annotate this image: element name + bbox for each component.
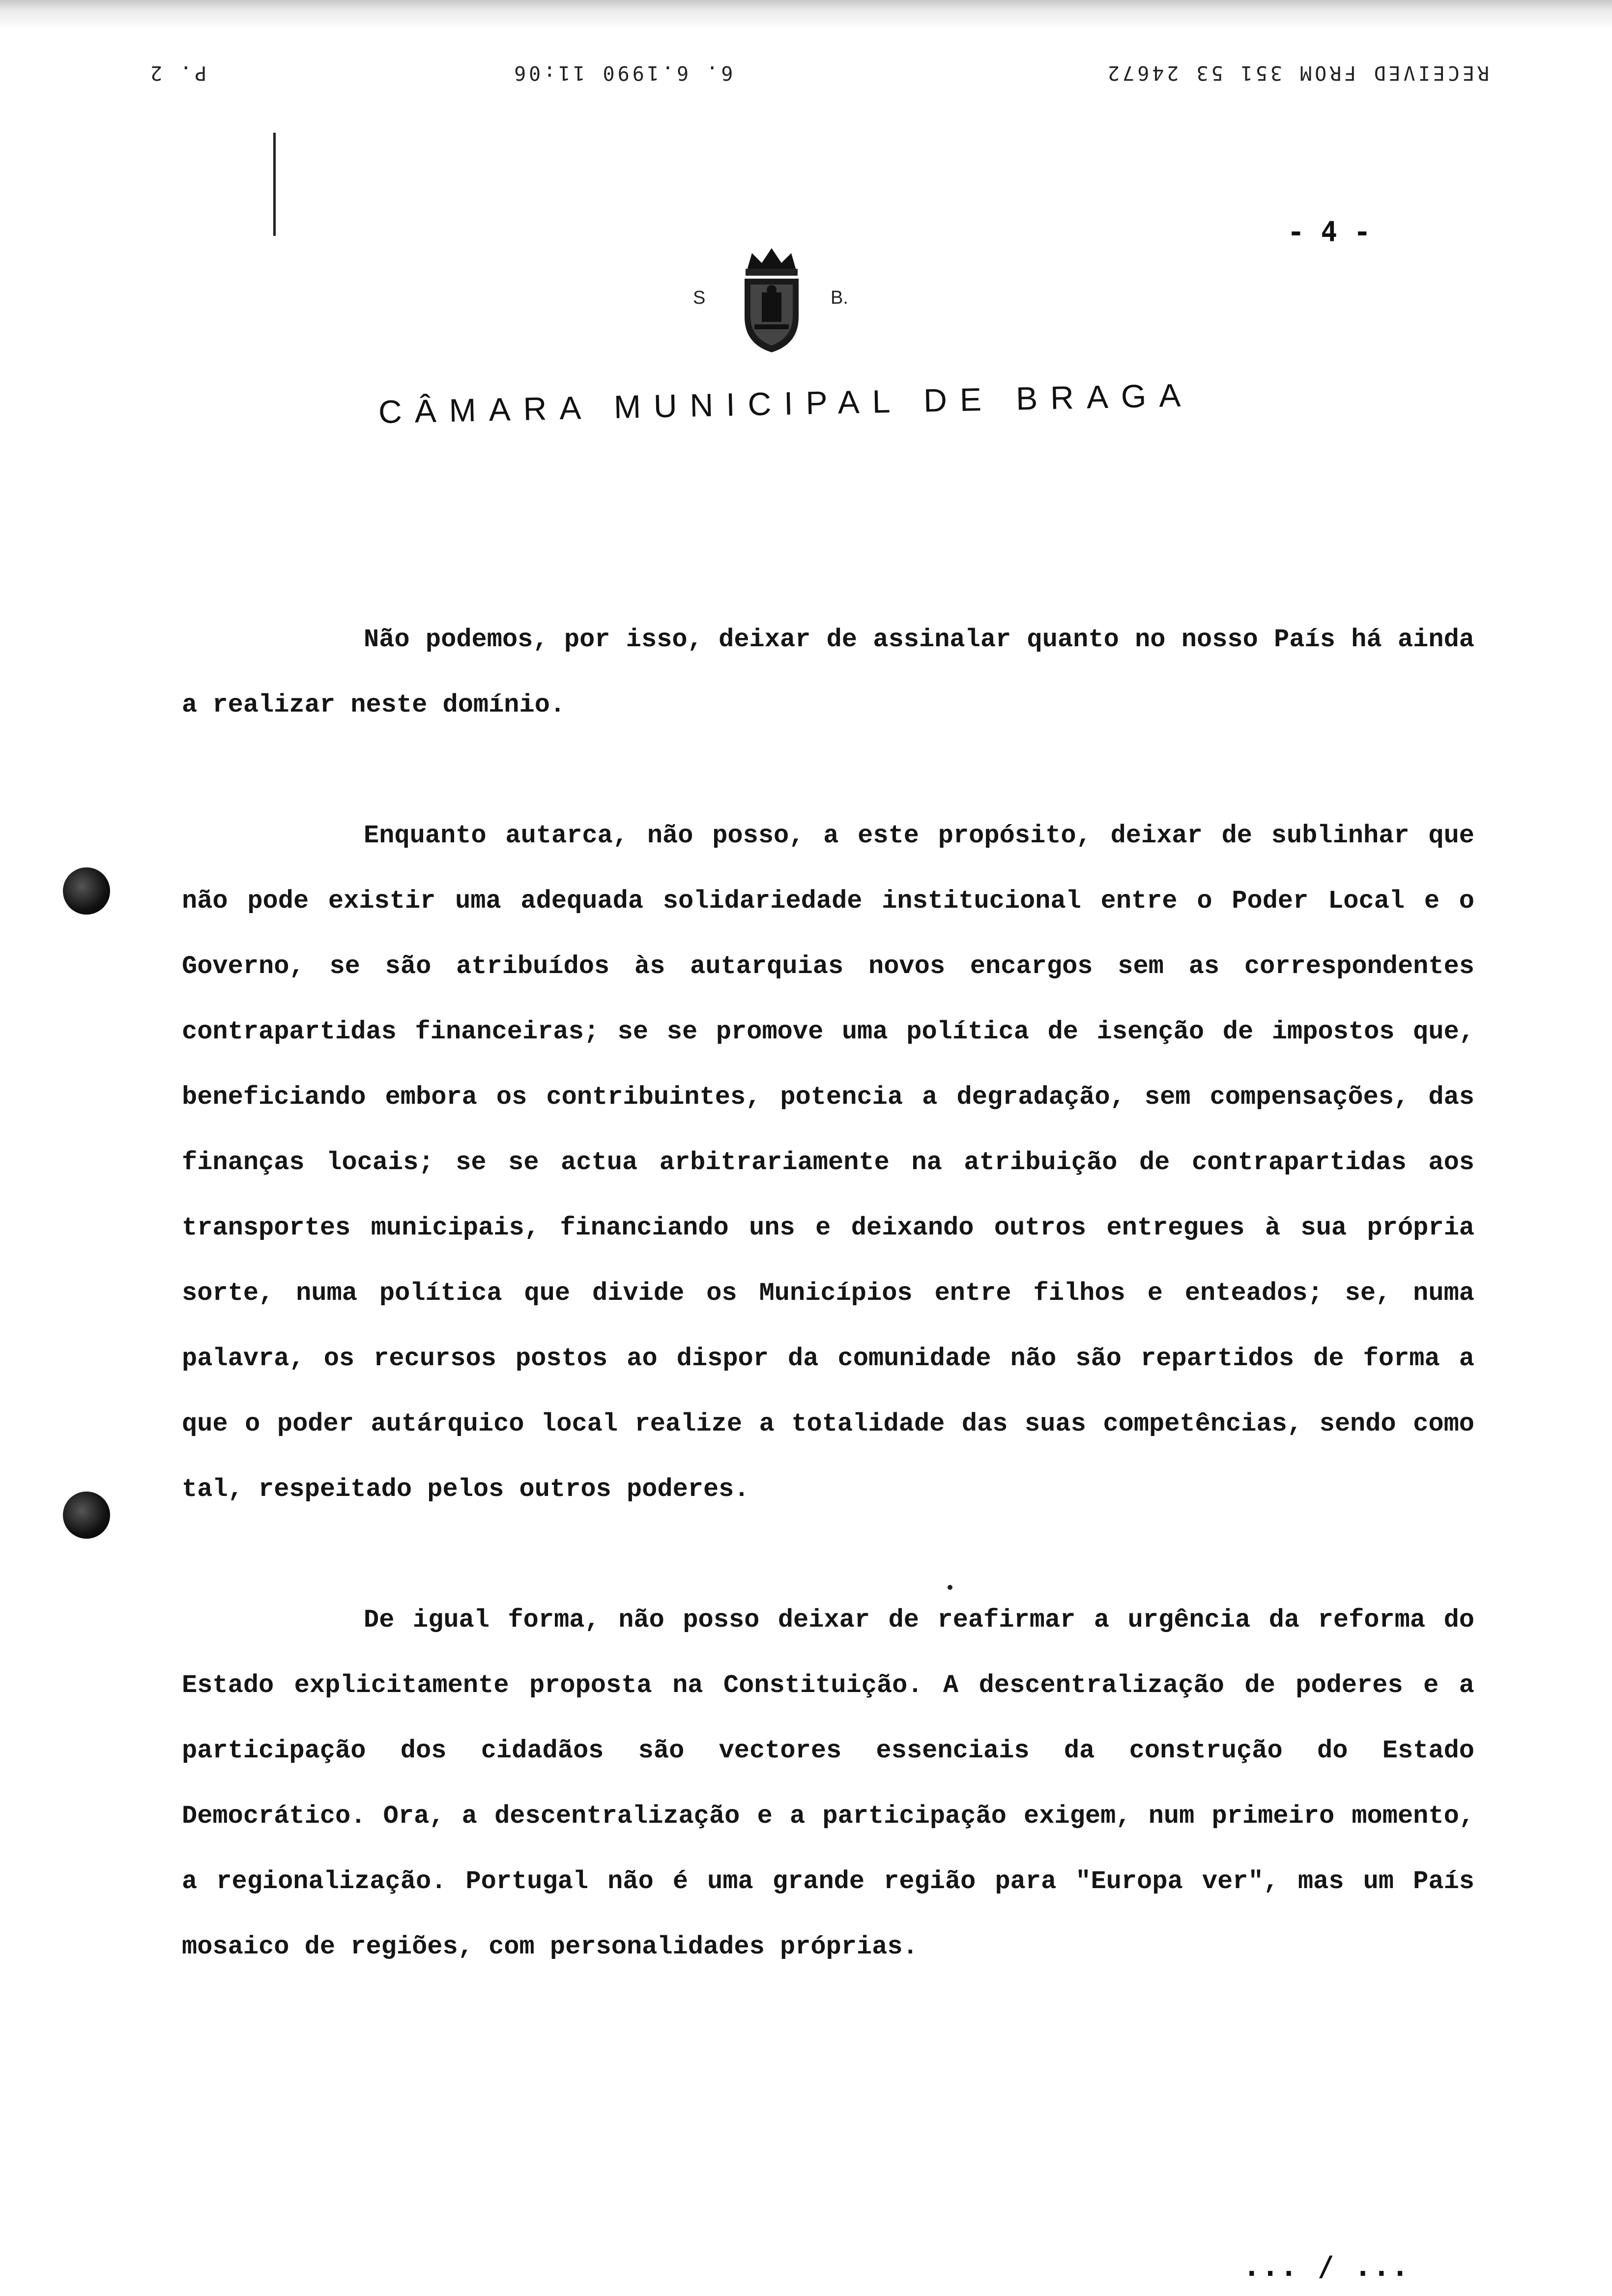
scan-speck <box>948 1585 952 1590</box>
punch-hole <box>63 867 110 915</box>
paragraph: Enquanto autarca, não posso, a este propósito, deixar de sublinhar que não pode existir uma adequada solidariedade institucional entre o Poder Local e o Governo, se são atribuídos às autarquias novos encargos sem as correspondentes contrapartidas financeiras; se se promove uma política de isenção de impostos que, beneficiando embora os contribuintes, potencia a degradação, sem compensações, das finanças locais; se se actua arbitrariamente na atribuição de contrapartidas aos transportes municipais, financiando uns e deixando outros entregues à sua própria sorte, numa política que divide os Municípios entre filhos e enteados; se, numa palavra, os recursos postos ao dispor da comunidade não são repartidos de forma a que o poder autárquico local realize a totalidade das suas competências, sendo como tal, respeitado pelos outros poderes. <box>182 821 1474 1504</box>
crest-right-letter: B. <box>831 287 848 308</box>
braga-coat-of-arms-icon <box>740 243 804 354</box>
crest-left-letter: S <box>693 287 706 308</box>
punch-hole <box>63 1492 110 1539</box>
fax-page-number: P. 2 <box>147 61 207 84</box>
letter-body <box>182 607 1474 2045</box>
fax-scan-noise <box>0 0 1612 29</box>
fax-datetime: 6. 6.1990 11:06 <box>511 61 733 84</box>
paragraph: De igual forma, não posso deixar de reafirmar a urgência da reforma do Estado explicitamente proposta na Constituição. A descentralização de poderes e a participação dos cidadãos são vectores essenciais da construção do Estado Democrático. Ora, a descentralização e a participação exigem, num primeiro momento, a regionalização. Portugal não é uma grande região para "Europa ver", mas um País mosaico de regiões, com personalidades próprias. <box>182 1606 1474 1961</box>
continuation-mark: ... / ... <box>1243 2251 1410 2283</box>
fax-header <box>0 0 1612 128</box>
page-number: - 4 - <box>1288 216 1371 248</box>
paragraph: Não podemos, por isso, deixar de assinalar quanto no nosso País há ainda a realizar neste domínio. <box>182 625 1474 719</box>
margin-rule <box>273 133 276 236</box>
letterhead-title: CÂMARA MUNICIPAL DE BRAGA <box>378 376 1194 430</box>
fax-received-from: RECEIVED FROM 351 53 24672 <box>1104 61 1489 84</box>
